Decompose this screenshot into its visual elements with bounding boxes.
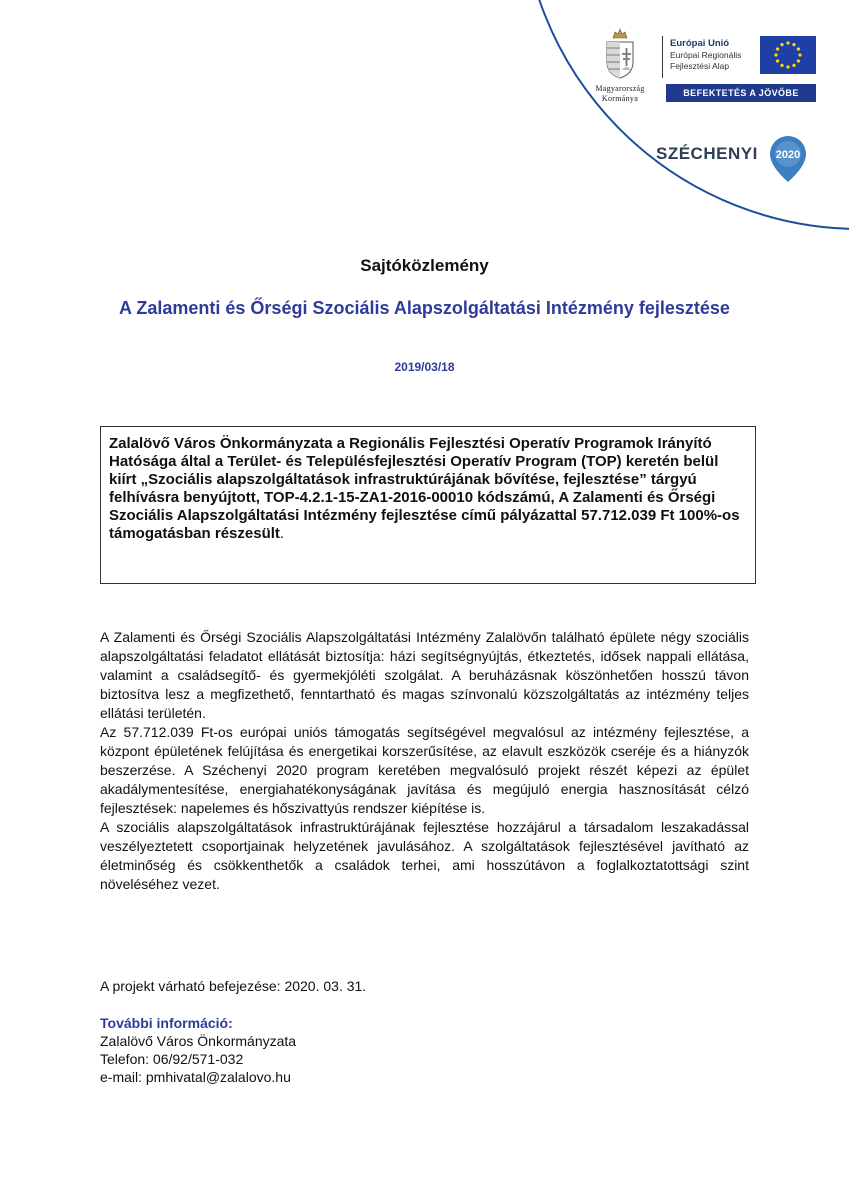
government-logo [585,28,655,114]
contact-email: e-mail: pmhivatal@zalalovo.hu [100,1069,291,1085]
eu-title: Európai Unió [670,38,730,49]
szechenyi-logo [656,134,816,184]
contact-phone: Telefon: 06/92/571-032 [100,1051,244,1067]
eu-flag-icon [760,36,816,74]
document-title: A Zalamenti és Őrségi Szociális Alapszolgáltatási Intézmény fejlesztése [119,298,730,318]
document-date: 2019/03/18 [394,360,455,374]
summary-end: . [279,525,285,542]
body-text [100,628,749,894]
eu-fund-line2: Fejlesztési Alap [670,61,730,71]
paragraph-3: A szociális alapszolgáltatások infrastruktúrájának fejlesztése hozzájárul a társadalom leszakadással veszélyeztetett csoportjainak helyzetének javulásához. A szolgáltatások fejlesztésével javítható az életminőség és csökkenthetők a családok terhei, ami hosszútávon a foglalkoztatottsági szint növeléséhez vezet. [100,819,749,892]
completion-date: A projekt várható befejezése: 2020. 03. 31. [100,978,367,994]
hungarian-coat-of-arms-icon [603,28,637,80]
paragraph-1: A Zalamenti és Őrségi Szociális Alapszolgáltatási Intézmény Zalalövőn található épülete négy szociális alapszolgáltatási feladatot ellátását biztosítja: házi segítségnyújtás, étkeztetés, idősek nappali ellátása, valamint a családsegítő- és gyermekjóléti szolgálat. A beruházásnak köszönhetően hosszú távon biztosítva lesz a megfizethető, fenntartható és magas színvonalú közszolgáltatás az intézmény teljes ellátási területén. [100,629,749,721]
paragraph-2: Az 57.712.039 Ft-os európai uniós támogatás segítségével megvalósul az intézmény fejlesztése, a központ épületének felújítása és energetikai korszerűsítése, az elavult eszközök cseréje és a hiányzók beszerzése. A Széchenyi 2020 program keretében megvalósuló projekt részét képezi az épület akadálymentesítése, energiahatékonyságának javítása és megújuló energia hasznosítását célzó fejlesztések: napelemes és hőszivattyús rendszer kiépítése is. [100,724,749,816]
eu-banner: BEFEKTETÉS A JÖVŐBE [666,84,816,102]
document-heading: Sajtóközlemény [360,256,489,275]
contact-title: További információ: [100,1015,233,1031]
szechenyi-year: 2020 [775,149,801,161]
contact-info [100,1014,296,1086]
summary-box [100,426,756,584]
contact-org: Zalalövő Város Önkormányzata [100,1033,297,1049]
eu-divider [662,36,663,78]
map-pin-icon [768,134,808,184]
szechenyi-name: SZÉCHENYI [656,144,758,163]
government-name-line1: Magyarország [595,84,645,93]
summary-text: Zalalövő Város Önkormányzata a Regionális Fejlesztési Operatív Programok Irányító Hatósága által a Terület- és Településfejlesztési Operatív Program (TOP) keretén belül kiírt „Szociális alapszolgáltatások infrastruktúrájának bővítése, fejlesztése” tárgyú felhívásra benyújtott, TOP-4.2.1-15-ZA1-2016-00010 kódszámú, A Zalamenti és Őrségi Szociális Alapszolgáltatási Intézmény fejlesztése című pályázattal 57.712.039 Ft 100%-os támogatásban részesült [109,435,740,542]
decorative-arc [520,0,849,230]
government-name-line2: Kormánya [601,94,639,103]
eu-logo [662,36,816,102]
eu-fund-line1: Európai Regionális [670,50,742,60]
